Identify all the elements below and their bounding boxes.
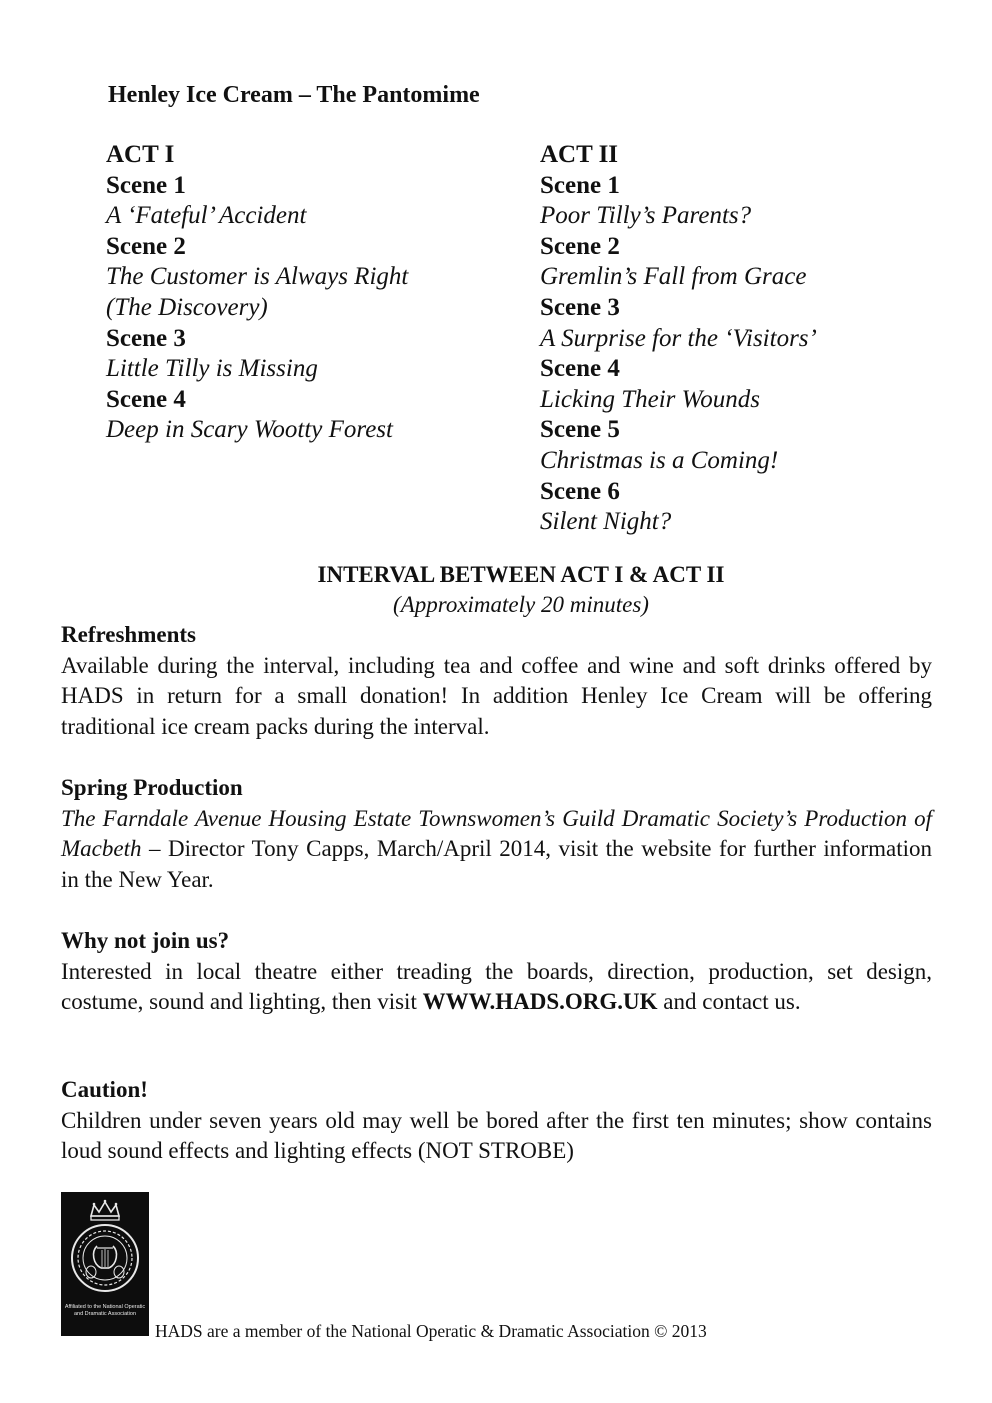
caution-text: Children under seven years old may well be bored after the first ten minutes; show contains loud sound effects and lighting effects (NOT STROBE) bbox=[61, 1107, 932, 1164]
act-two-scene-3-label: Scene 3 bbox=[540, 293, 620, 321]
act-one-scene-1-name: A ‘Fateful’ Accident bbox=[106, 202, 307, 230]
website-link[interactable]: WWW.HADS.ORG.UK bbox=[422, 989, 658, 1015]
join-text-before: Interested in local theatre either treading the boards, direction, production, set design, costume, sound and lighting, then visit bbox=[61, 958, 932, 1015]
act-one-column bbox=[106, 140, 408, 446]
spring-production-play-title: The Farndale Avenue Housing Estate Townswomen’s Guild Dramatic Society’s Production of Macbeth bbox=[61, 805, 932, 862]
join-section bbox=[61, 926, 932, 1018]
footer-note: HADS are a member of the National Operatic & Dramatic Association © 2013 bbox=[155, 1321, 707, 1341]
act-two-scene-1-label: Scene 1 bbox=[540, 171, 620, 199]
act-two-scene-6-name: Silent Night? bbox=[540, 508, 672, 536]
act-two-scene-5-name: Christmas is a Coming! bbox=[540, 446, 779, 474]
act-one-scene-2-label: Scene 2 bbox=[106, 232, 186, 260]
programme-title: Henley Ice Cream – The Pantomime bbox=[108, 82, 480, 108]
act-one-heading: ACT I bbox=[106, 141, 175, 168]
spring-production-heading: Spring Production bbox=[61, 775, 243, 800]
act-one-scene-3-name: Little Tilly is Missing bbox=[106, 355, 318, 383]
act-one-scene-2-subtitle: (The Discovery) bbox=[106, 293, 268, 321]
noda-crest-icon bbox=[61, 1192, 149, 1304]
refreshments-section bbox=[61, 620, 932, 742]
act-two-scene-5-label: Scene 5 bbox=[540, 416, 620, 444]
act-two-scene-2-name: Gremlin’s Fall from Grace bbox=[540, 263, 807, 291]
act-two-heading: ACT II bbox=[540, 141, 619, 168]
act-two-scene-4-label: Scene 4 bbox=[540, 355, 620, 383]
act-one-scene-3-label: Scene 3 bbox=[106, 324, 186, 352]
act-one-scene-4-name: Deep in Scary Wootty Forest bbox=[106, 416, 393, 444]
refreshments-heading: Refreshments bbox=[61, 622, 196, 647]
act-two-column bbox=[540, 140, 817, 538]
noda-logo bbox=[61, 1192, 149, 1336]
act-two-scene-3-name: A Surprise for the ‘Visitors’ bbox=[540, 324, 817, 352]
spring-production-text bbox=[61, 804, 932, 896]
interval-duration: (Approximately 20 minutes) bbox=[393, 592, 649, 617]
join-text bbox=[61, 957, 932, 1018]
act-one-scene-1-label: Scene 1 bbox=[106, 171, 186, 199]
refreshments-text: Available during the interval, including tea and coffee and wine and soft drinks offered by HADS in return for a small donation! In addition Henley Ice Cream will be offering traditional ice cream packs during the interval. bbox=[61, 652, 932, 739]
act-two-scene-2-label: Scene 2 bbox=[540, 232, 620, 260]
caution-section bbox=[61, 1075, 932, 1167]
spring-production-details: – Director Tony Capps, March/April 2014, visit the website for further information in the New Year. bbox=[61, 836, 932, 892]
spring-production-section bbox=[61, 773, 932, 895]
act-one-scene-2-name: The Customer is Always Right bbox=[106, 263, 409, 291]
logo-caption: Affiliated to the National Operatic and Dramatic Association bbox=[64, 1304, 146, 1317]
act-one-scene-4-label: Scene 4 bbox=[106, 385, 186, 413]
join-heading: Why not join us? bbox=[61, 928, 230, 953]
interval-heading: INTERVAL BETWEEN ACT I & ACT II bbox=[317, 562, 725, 587]
act-two-scene-4-name: Licking Their Wounds bbox=[540, 385, 760, 413]
join-text-after: and contact us. bbox=[657, 989, 801, 1015]
act-two-scene-1-name: Poor Tilly’s Parents? bbox=[540, 202, 752, 230]
caution-heading: Caution! bbox=[61, 1077, 148, 1102]
act-two-scene-6-label: Scene 6 bbox=[540, 477, 620, 505]
